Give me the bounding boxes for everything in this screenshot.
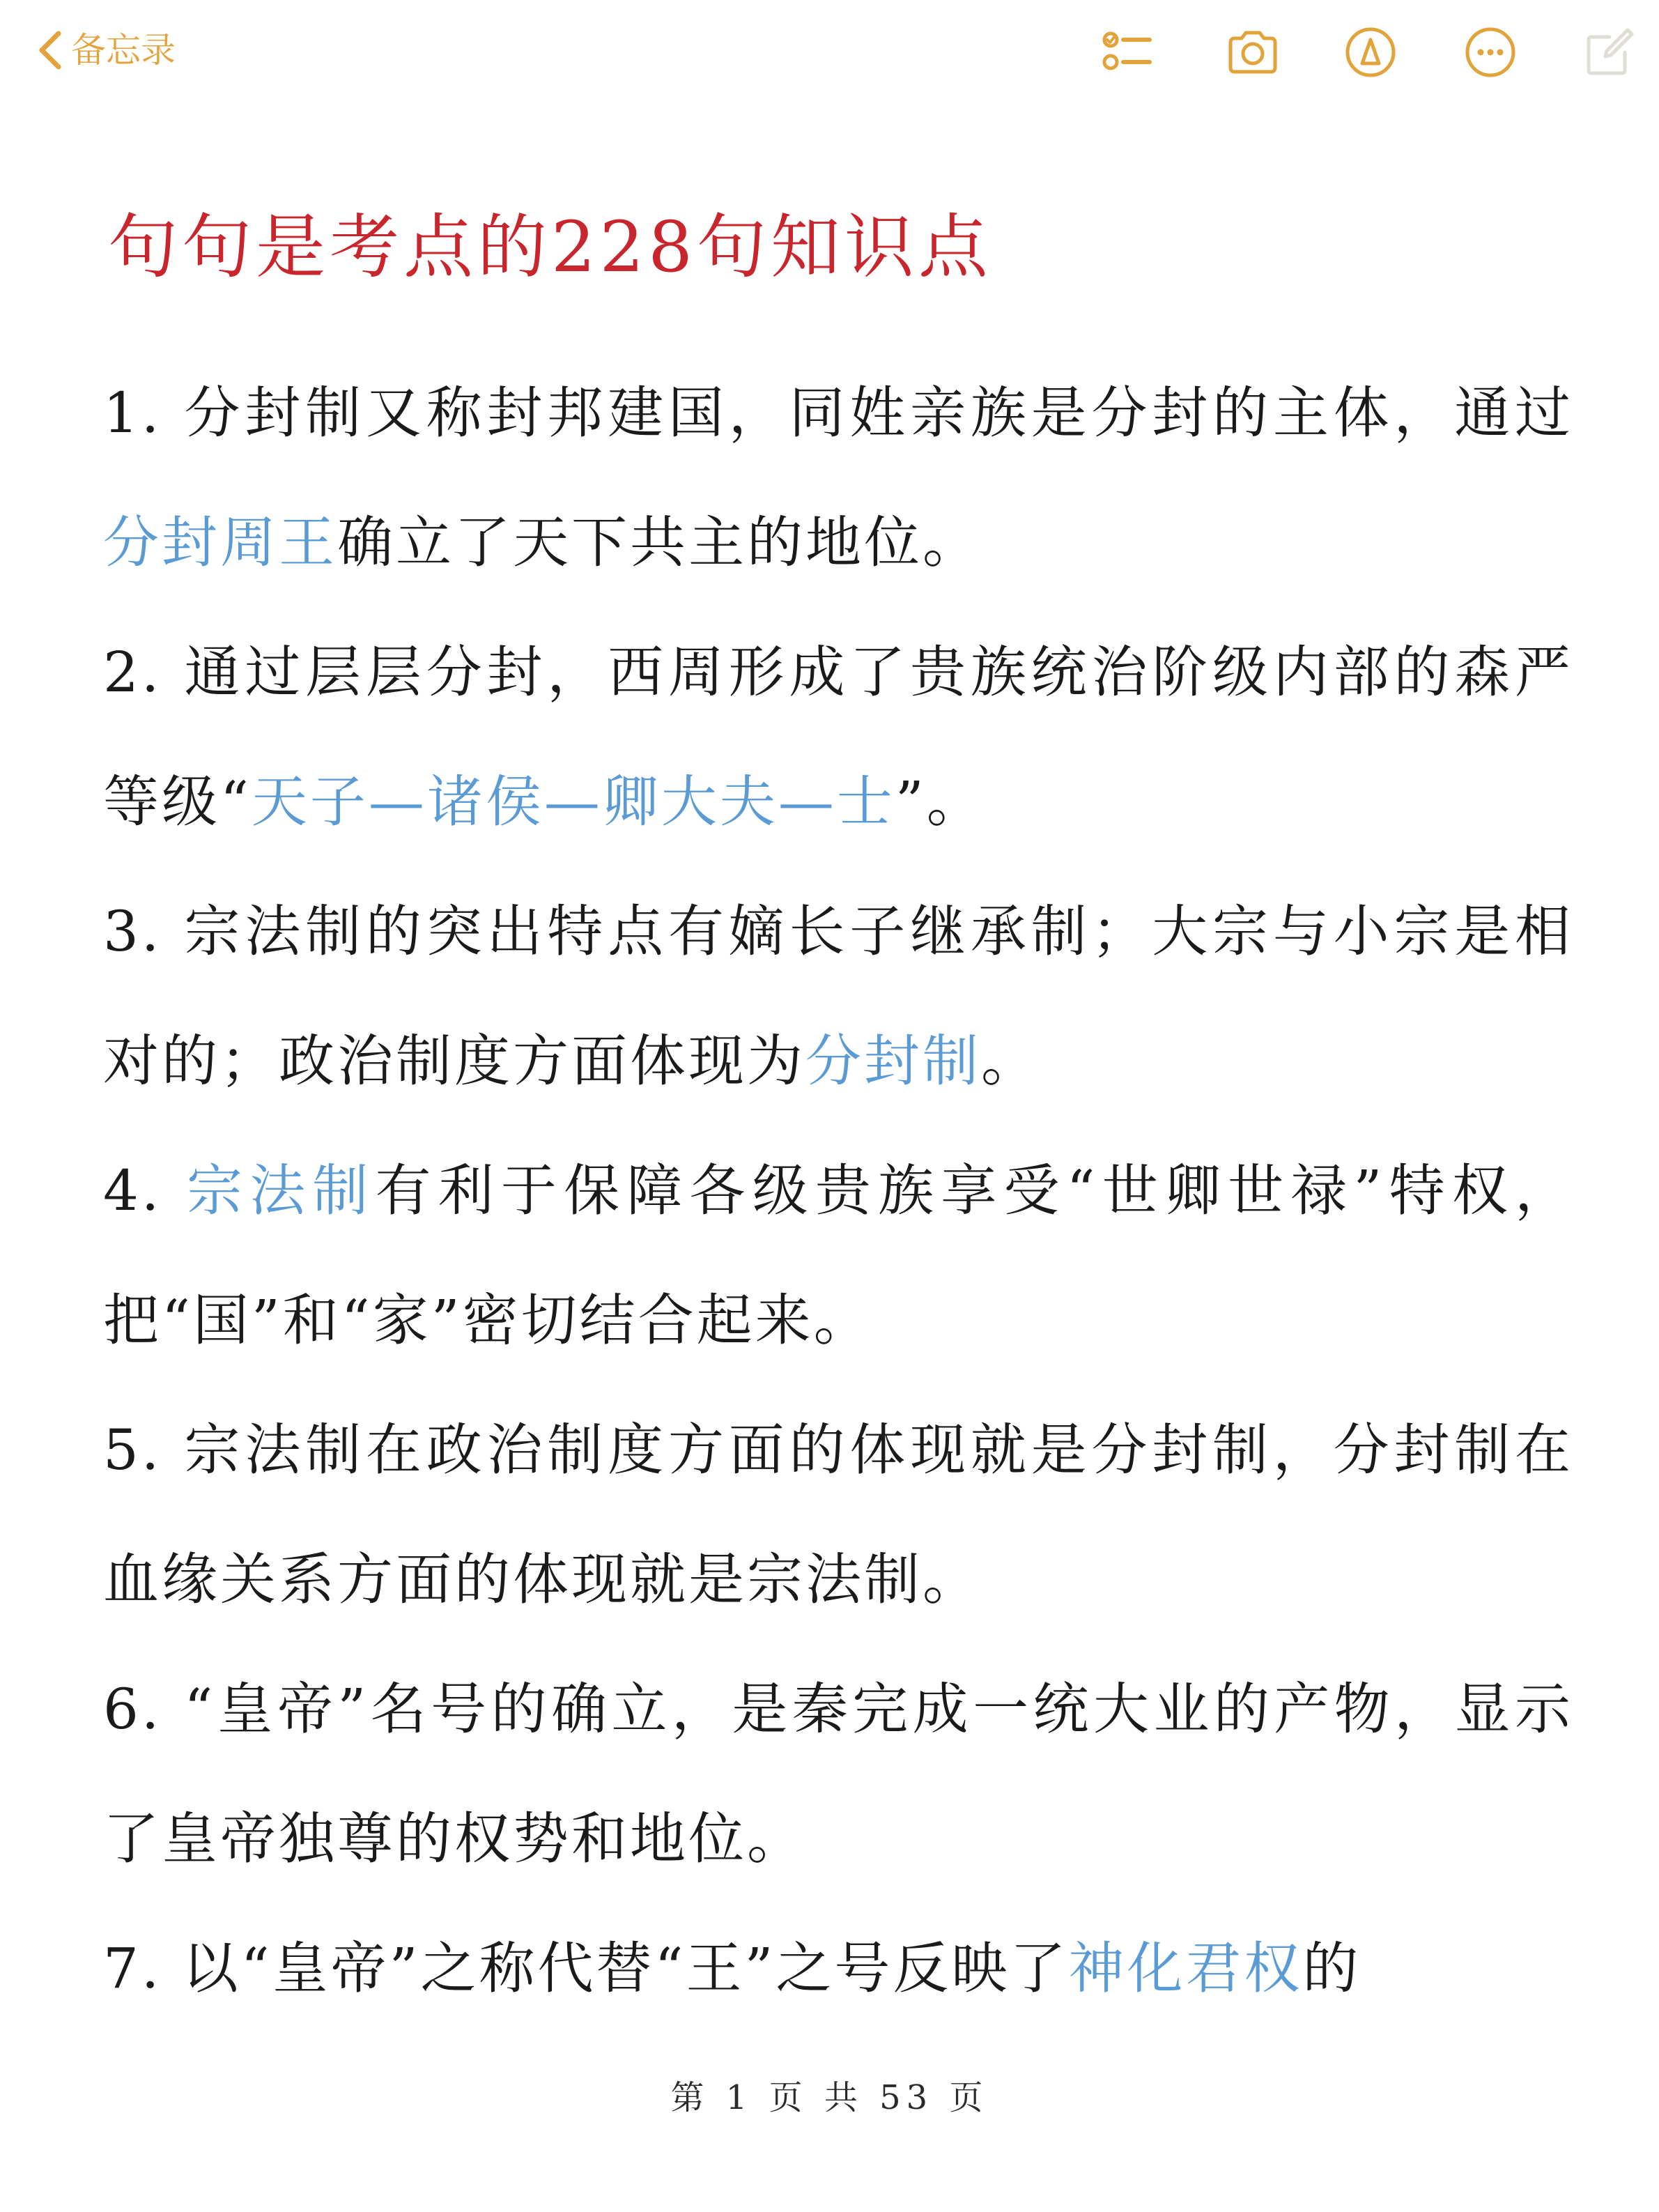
more-icon bbox=[1463, 24, 1518, 80]
paragraph-text: 7. 以“皇帝”之称代替“王”之号反映了 bbox=[103, 1936, 1069, 2001]
back-button[interactable] bbox=[36, 24, 176, 77]
note-paragraph-7 bbox=[103, 1904, 1573, 2034]
camera-button[interactable] bbox=[1221, 21, 1284, 84]
paragraph-text: ”。 bbox=[895, 769, 985, 834]
paragraph-text: 4. bbox=[103, 1158, 187, 1223]
paragraph-text: 3. 宗法制的突出特点有嫡长子继承制；大宗与小宗是相对的；政治制度方面体现为 bbox=[103, 899, 1573, 1093]
highlighted-text: 天子—诸侯—卿大夫—士 bbox=[251, 769, 895, 834]
note-paragraph-1 bbox=[103, 348, 1573, 608]
paragraph-text: 6. “皇帝”名号的确立，是秦完成一统大业的产物，显示了皇帝独尊的权势和地位。 bbox=[103, 1677, 1573, 1871]
paragraph-text: 2. 通过层层分封，西周形成了贵族统治阶级内部的森严等级“ bbox=[103, 640, 1573, 834]
paragraph-text: 5. 宗法制在政治制度方面的体现就是分封制，分封制在血缘关系方面的体现就是宗法制。 bbox=[103, 1418, 1573, 1612]
note-title: 句句是考点的228句知识点 bbox=[108, 206, 992, 288]
compose-button[interactable] bbox=[1578, 21, 1641, 84]
paragraph-text: 1. 分封制又称封邦建国，同姓亲族是分封的主体，通过 bbox=[103, 381, 1573, 445]
page-indicator: 第 1 页 共 53 页 bbox=[670, 2078, 989, 2117]
chevron-left-icon bbox=[36, 29, 64, 71]
note-paragraph-2 bbox=[103, 608, 1573, 867]
paragraph-text: 有利于保障各级贵族享受“世卿世禄”特权，把“国”和“家”密切结合起来。 bbox=[103, 1158, 1574, 1353]
paragraph-text: 。 bbox=[981, 1029, 1040, 1093]
paragraph-text: 确立了天下共主的地位。 bbox=[337, 510, 981, 575]
paragraph-text: 的 bbox=[1302, 1936, 1361, 2001]
note-paragraph-4 bbox=[103, 1126, 1573, 1385]
checklist-button[interactable] bbox=[1097, 21, 1160, 84]
checklist-icon bbox=[1101, 24, 1157, 80]
note-paragraph-6 bbox=[103, 1645, 1573, 1904]
note-paragraph-3 bbox=[103, 867, 1573, 1126]
markup-button[interactable] bbox=[1339, 21, 1402, 84]
pen-tip-icon bbox=[1343, 24, 1398, 80]
highlighted-text: 分封周王 bbox=[103, 510, 337, 575]
compose-icon bbox=[1582, 24, 1637, 80]
highlighted-text: 分封制 bbox=[805, 1029, 981, 1093]
highlighted-text: 神化君权 bbox=[1068, 1936, 1303, 2001]
camera-icon bbox=[1225, 24, 1281, 80]
more-button[interactable] bbox=[1459, 21, 1522, 84]
highlighted-text: 宗法制 bbox=[186, 1158, 376, 1223]
note-toolbar bbox=[0, 0, 1659, 105]
note-body[interactable] bbox=[103, 348, 1573, 2034]
back-label: 备忘录 bbox=[71, 30, 176, 70]
note-paragraph-5 bbox=[103, 1385, 1573, 1645]
